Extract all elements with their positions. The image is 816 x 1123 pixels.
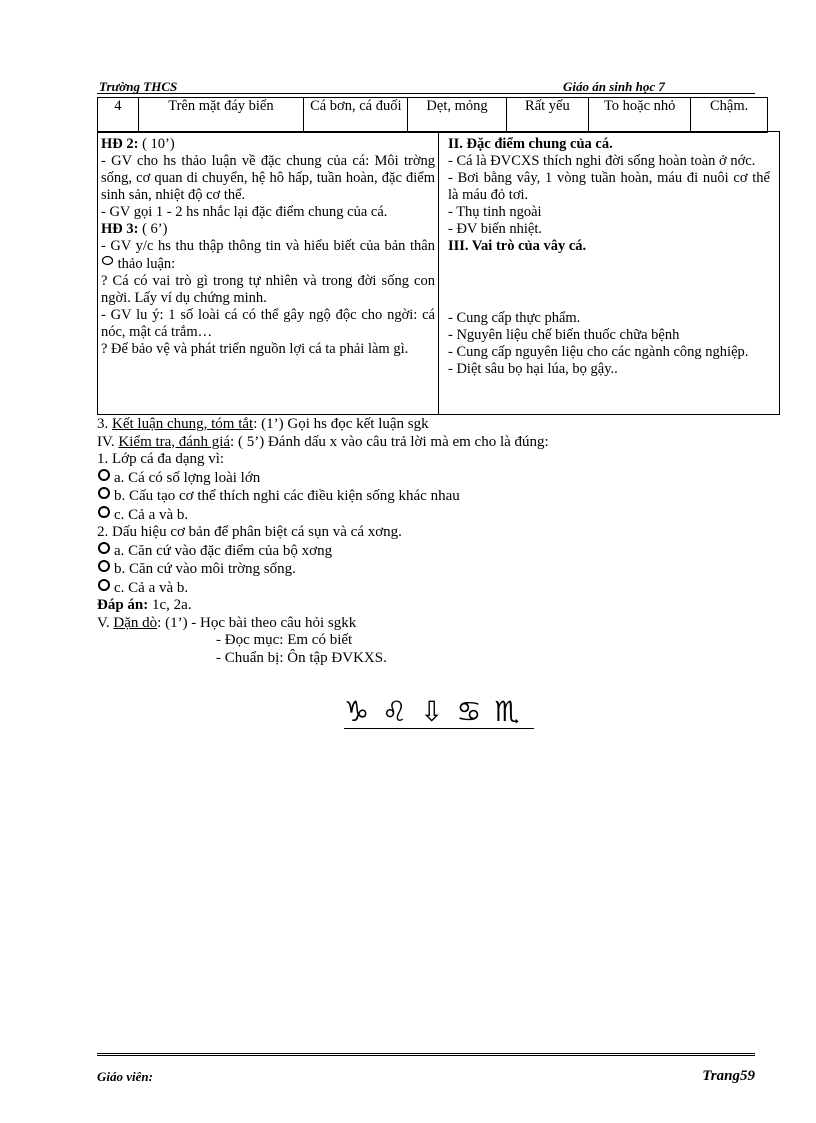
answer-label: Đáp án: [97,597,149,613]
answer-text: 1c, 2a. [148,597,192,613]
answer-key [97,597,777,615]
section-2-line-3: - Thụ tinh ngoài [448,204,542,220]
hd3-title: HĐ 3: [101,221,139,237]
option-2b[interactable] [97,560,777,579]
page-number: Trang59 [702,1068,755,1084]
section-label: Kiểm tra, đánh giá [118,433,231,450]
section-3-line-3: - Cung cấp nguyên liệu cho các ngành công nghiệp. [448,344,749,360]
section-text: : (1’) Gọi hs đọc kết luận sgk [253,416,429,432]
radio-circle-icon[interactable] [98,487,110,499]
lesson-body [97,416,777,667]
option-label: a. Cá có số lợng loài lớn [114,469,261,486]
section-number: IV. [97,433,119,450]
school-name: Trường THCS [99,79,178,94]
option-label: b. Cấu tạo cơ thể thích nghi các điều kiện sống khác nhau [114,488,460,504]
hd3-line-1a: - GV y/c hs thu thập thông tin và hiểu biết của bản thân [101,238,435,254]
hd2-title: HĐ 2: [101,136,139,152]
teacher-label: Giáo viên: [97,1069,153,1084]
table-cell-habitat: Trên mặt đáy biển [138,98,304,133]
option-label: a. Căn cứ vào đặc điểm của bộ xơng [114,542,333,559]
section-5-homework [97,615,777,633]
hd3-line-4: ? Để bảo vệ và phát triển nguồn lợi cá ta phải làm gì. [101,341,409,357]
spacer [448,255,770,310]
section-2-heading: II. Đặc điểm chung của cá. [448,136,613,152]
section-3-line-1: - Cung cấp thực phẩm. [448,310,581,326]
radio-circle-icon[interactable] [98,579,110,591]
section-label: Dặn dò [113,614,158,631]
teacher-activities-column [101,136,435,358]
hd2-line-2: - GV gọi 1 - 2 hs nhắc lại đặc điểm chung của cá. [101,204,388,220]
hd2-time: ( 10’) [138,136,175,152]
radio-circle-icon[interactable] [98,542,110,554]
column-divider [438,132,439,414]
option-label: b. Căn cứ vào môi trờng sống. [114,561,296,577]
option-2c[interactable] [97,579,777,598]
option-1a[interactable] [97,469,777,488]
radio-circle-icon[interactable] [98,506,110,518]
section-3-line-4: - Diệt sâu bọ hại lúa, bọ gậy.. [448,361,618,377]
radio-circle-icon[interactable] [98,469,110,481]
hd3-line-3: - GV lu ý: 1 số loài cá có thể gây ngộ độc cho ngời: cá nóc, mật cá trắm… [101,307,435,340]
section-number: V. [97,614,114,631]
section-label: Kết luận chung, tóm tắt [112,416,254,432]
section-2-line-4: - ĐV biến nhiệt. [448,221,542,237]
section-text: : ( 5’) Đánh dấu x vào câu trả lời mà em cho là đúng: [230,433,549,450]
homework-line-2: - Đọc mục: Em có biết [216,632,353,648]
table-cell-speed: Chậm. [691,98,768,133]
table-cell-size: To hoặc nhỏ [589,98,691,133]
section-number: 3. [97,416,112,432]
table-cell-species: Cá bơn, cá đuối [304,98,408,133]
decorative-ornament: ♑ ♌ ⇩ ♋ ♏ [344,696,534,729]
section-3-summary [97,416,777,434]
hd3-line-1b: thảo luận: [114,256,176,272]
table-cell-number: 4 [98,98,139,133]
table-cell-shape: Dẹt, mỏng [408,98,506,133]
section-4-assessment [97,434,777,452]
section-text: : (1’) - Học bài theo câu hỏi sgkk [157,614,357,631]
content-column [448,136,770,378]
activity-grid [97,131,780,415]
option-1c[interactable] [97,506,777,525]
hd3-line-2: ? Cá có vai trò gì trong tự nhiên và trong đời sống con ngời. Lấy ví dụ chứng minh. [101,273,435,306]
hd3-time: ( 6’) [138,221,168,237]
question-2: 2. Dấu hiệu cơ bản để phân biệt cá sụn và cá xơng. [97,524,402,540]
habitat-table-row [97,97,768,133]
document-title: Giáo án sinh học 7 [563,79,665,94]
section-2-line-2: - Bơi bằng vây, 1 vòng tuần hoàn, máu đi nuôi cơ thể là máu đỏ tơi. [448,170,770,203]
circle-arrow-icon [101,255,114,266]
table-row [98,98,768,133]
option-label: c. Cả a và b. [114,579,189,596]
page-footer [97,1053,755,1084]
option-label: c. Cả a và b. [114,506,189,523]
page-header [97,77,755,94]
homework-line-3: - Chuẩn bị: Ôn tập ĐVKXS. [216,649,387,666]
table-cell-strength: Rất yếu [506,98,588,133]
hd2-line-1: - GV cho hs thảo luận về đặc chung của cá: Môi trờng sống, cơ quan di chuyển, hệ hô hấp, tuần hoàn, đặc điểm sinh sản, nhiệt độ cơ thể. [101,153,435,203]
option-2a[interactable] [97,542,777,561]
radio-circle-icon[interactable] [98,560,110,572]
question-1: 1. Lớp cá đa dạng vì: [97,451,225,467]
section-2-line-1: - Cá là ĐVCXS thích nghi đời sống hoàn toàn ở nớc. [448,153,756,169]
section-3-heading: III. Vai trò của vây cá. [448,238,587,254]
section-3-line-2: - Nguyên liệu chế biến thuốc chữa bệnh [448,327,680,343]
option-1b[interactable] [97,487,777,506]
